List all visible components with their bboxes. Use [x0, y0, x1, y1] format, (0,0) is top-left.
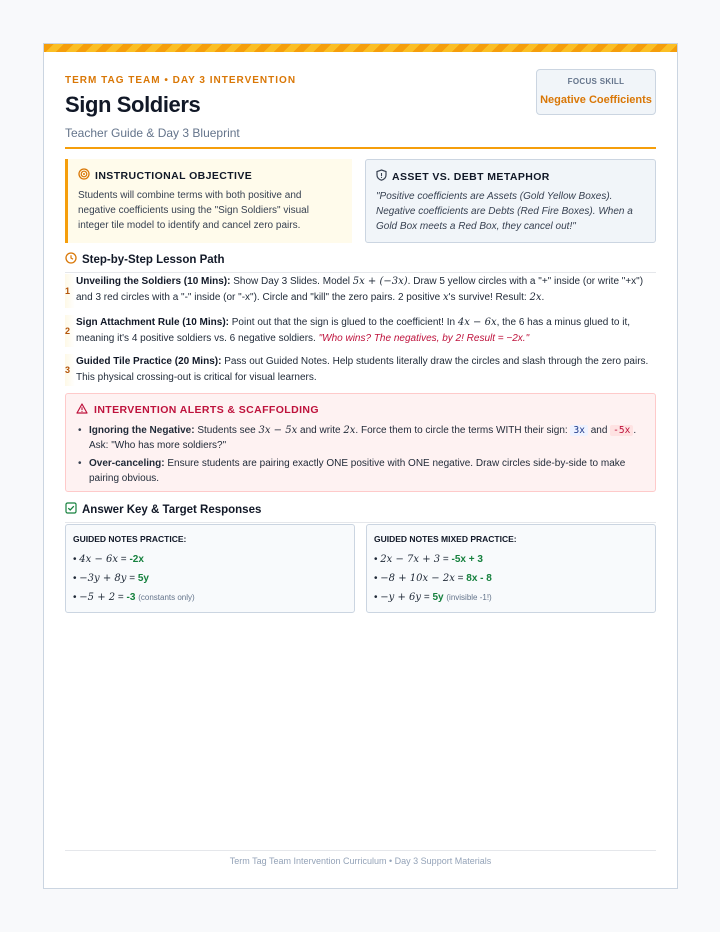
step-math: 5x + (−3x) — [352, 276, 408, 287]
alert-text: . Force them to circle the terms WITH their sign: — [355, 425, 571, 436]
focus-skill-label: FOCUS SKILL — [567, 77, 625, 86]
warning-icon — [76, 403, 88, 417]
alerts-heading-row — [76, 403, 645, 417]
checkbox-icon — [65, 502, 77, 517]
header-kicker: TERM TAG TEAM • DAY 3 INTERVENTION — [65, 75, 297, 86]
objective-box — [65, 159, 352, 243]
answer-expression: −5 + 2 — [79, 592, 116, 603]
step-text: , the 6 has a minus glued to it, meaning it's 4 positive soldiers vs. 6 negative soldiers. — [76, 317, 631, 344]
alert-text: Ensure students are pairing exactly ONE positive with ONE negative. Draw circles side-by-side to make pairing obvious. — [89, 458, 626, 484]
metaphor-text: "Positive coefficients are Assets (Gold Yellow Boxes). Negative coefficients are Debts (Red Fire Boxes). When a Gold Box meets a Red Box, they cancel out!" — [376, 191, 633, 232]
step-quote: "Who wins? The negatives, by 2! Result = −2x." — [318, 333, 530, 344]
step-number: 3 — [65, 365, 71, 375]
page-footer: Term Tag Team Intervention Curriculum • Day 3 Support Materials — [65, 850, 656, 866]
alert-title: Over-canceling: — [89, 458, 165, 469]
answer-line: • −5 + 2 = -3 (constants only) — [73, 592, 195, 603]
page-title: Sign Soldiers — [65, 92, 201, 117]
step-number: 2 — [65, 326, 71, 336]
focus-skill-badge — [536, 69, 656, 115]
answer-expression: −8 + 10x − 2x — [380, 573, 455, 584]
answer-value: -2x — [129, 554, 144, 565]
hazard-stripe — [44, 44, 677, 52]
answer-expression: 2x − 7x + 3 — [380, 554, 441, 565]
alert-text: . Ask: "Who has more soldiers?" — [89, 425, 637, 451]
answer-box-heading: GUIDED NOTES MIXED PRACTICE: — [374, 534, 517, 544]
alerts-heading: INTERVENTION ALERTS & SCAFFOLDING — [94, 404, 319, 416]
objective-heading-row — [78, 168, 342, 183]
clock-icon — [65, 252, 77, 267]
step-title: Sign Attachment Rule (10 Mins): — [76, 317, 229, 328]
page-subtitle: Teacher Guide & Day 3 Blueprint — [65, 126, 240, 140]
step-number: 1 — [65, 286, 71, 296]
focus-skill-value: Negative Coefficients — [540, 94, 652, 106]
answer-line: • −8 + 10x − 2x = 8x - 8 — [374, 573, 492, 584]
step-text: Show Day 3 Slides. Model — [230, 276, 353, 287]
alert-text: Students see — [194, 425, 259, 436]
alert-math: 2x — [343, 425, 356, 436]
answer-box-mixed — [366, 524, 656, 613]
step-title: Unveiling the Soldiers (10 Mins): — [76, 276, 231, 287]
metaphor-box — [365, 159, 656, 243]
alert-title: Ignoring the Negative: — [89, 425, 195, 436]
answer-note: (invisible -1!) — [446, 593, 492, 602]
answer-value: -5x + 3 — [451, 554, 483, 565]
answer-line: • 2x − 7x + 3 = -5x + 3 — [374, 554, 483, 565]
answer-note: (constants only) — [138, 593, 195, 602]
answer-line: • 4x − 6x = -2x — [73, 554, 144, 565]
step-title: Guided Tile Practice (20 Mins): — [76, 356, 222, 367]
objective-text: Students will combine terms with both positive and negative coefficients using the "Sign Soldiers" visual integer tile model to identify and cancel zero pairs. — [78, 190, 309, 231]
step-text: . Draw 5 yellow circles with a "+" inside (or write "+x") and 3 red circles with a "-" inside (or "-x"). Circle and "kill" the zero pairs. 2 positive — [76, 276, 644, 303]
alert-item — [76, 423, 645, 453]
answer-value: 5y — [137, 573, 149, 584]
target-icon — [78, 168, 90, 183]
alert-code: 3x — [570, 425, 587, 436]
lesson-step — [65, 274, 656, 308]
step-text: 's survive! Result: — [448, 292, 530, 303]
answer-expression: −3y + 8y — [79, 573, 127, 584]
shield-icon — [376, 169, 387, 184]
answer-value: 8x - 8 — [466, 573, 492, 584]
alerts-list — [76, 423, 645, 486]
document-page — [43, 43, 678, 889]
intervention-alerts-box — [65, 393, 656, 492]
answer-key-heading — [65, 502, 656, 523]
answer-box-heading: GUIDED NOTES PRACTICE: — [73, 534, 187, 544]
alert-code: -5x — [610, 425, 633, 436]
metaphor-heading-row — [376, 169, 645, 184]
step-text: Pass out Guided Notes. Help students literally draw the circles and slash through the zero pairs. This physical crossing-out is critical for visual learners. — [76, 356, 649, 383]
lesson-step — [65, 315, 656, 347]
answer-box-guided — [65, 524, 355, 613]
step-text: Point out that the sign is glued to the coefficient! In — [228, 317, 458, 328]
objective-heading: INSTRUCTIONAL OBJECTIVE — [95, 169, 253, 182]
header-divider — [65, 147, 656, 149]
alert-text: and — [587, 425, 611, 436]
lesson-step — [65, 354, 656, 386]
lesson-path-title: Step-by-Step Lesson Path — [82, 253, 225, 266]
lesson-path-heading — [65, 252, 656, 273]
alert-text: and write — [297, 425, 344, 436]
answer-line: • −3y + 8y = 5y — [73, 573, 149, 584]
answer-expression: 4x − 6x — [79, 554, 119, 565]
step-math: x — [443, 292, 449, 303]
step-text: . — [541, 292, 545, 303]
metaphor-heading: ASSET VS. DEBT METAPHOR — [392, 170, 550, 183]
answer-value: -3 — [126, 592, 136, 603]
answer-expression: −y + 6y — [380, 592, 422, 603]
answer-key-title: Answer Key & Target Responses — [82, 503, 262, 516]
step-math: 4x − 6x — [457, 317, 497, 328]
answer-value: 5y — [432, 592, 444, 603]
answer-line: • −y + 6y = 5y (invisible -1!) — [374, 592, 492, 603]
alert-item — [76, 456, 645, 486]
alert-math: 3x − 5x — [258, 425, 298, 436]
step-math: 2x — [529, 292, 542, 303]
